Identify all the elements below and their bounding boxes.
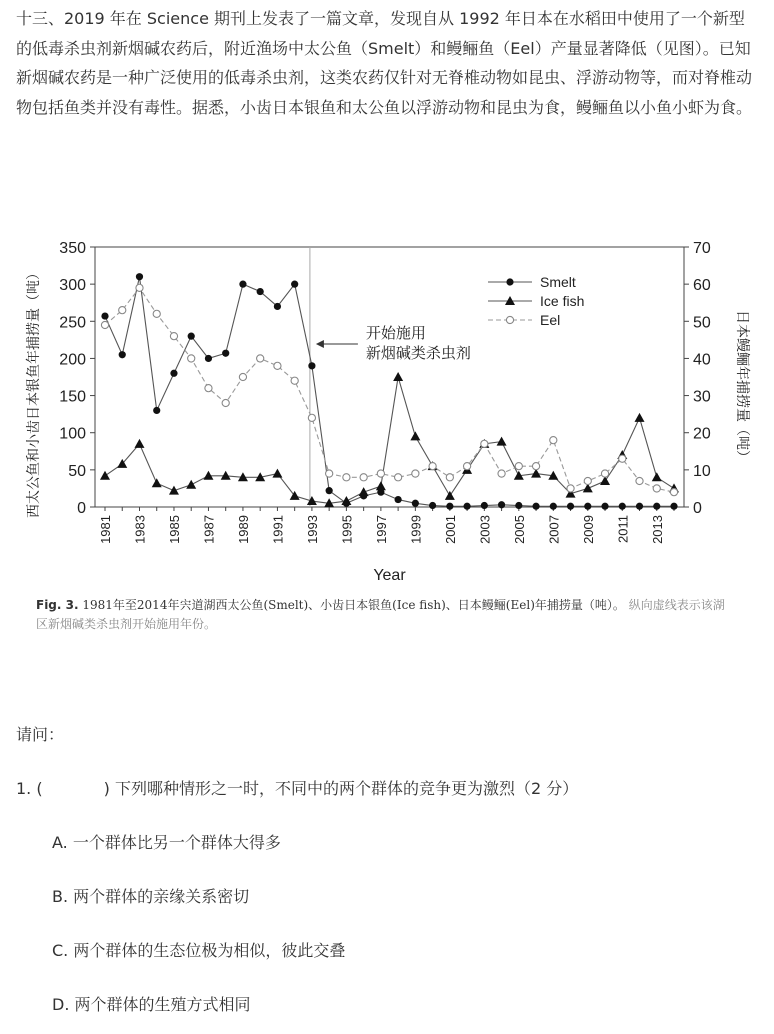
x-tick-label: 2011 [615, 515, 631, 543]
eel-point [653, 485, 660, 492]
legend-eel-label: Eel [540, 312, 561, 328]
option-c[interactable] [52, 938, 345, 961]
eel-point [584, 477, 591, 484]
eel-point [619, 455, 626, 462]
ice-fish-point [497, 437, 507, 446]
ice-fish-point [100, 471, 110, 480]
x-tick-label: 1981 [98, 515, 113, 544]
smelt-point [584, 503, 591, 510]
eel-point [153, 310, 160, 317]
eel-point [567, 485, 574, 492]
smelt-point [498, 501, 505, 508]
option-b-label: B. [52, 887, 69, 906]
x-axis-label: Year [373, 567, 406, 584]
option-d-label: D. [52, 995, 70, 1014]
x-tick-label: 1997 [373, 515, 389, 544]
figure-caption [36, 596, 736, 634]
eel-point [360, 474, 367, 481]
smelt-point [205, 355, 212, 362]
eel-point [101, 321, 108, 328]
smelt-point [515, 502, 522, 509]
eel-point [291, 377, 298, 384]
eel-point [532, 463, 539, 470]
eel-point [308, 414, 315, 421]
x-tick-label: 2009 [580, 515, 596, 544]
option-a-text: 一个群体比另一个群体大得多 [72, 833, 281, 852]
smelt-point [532, 503, 539, 510]
eel-point [550, 437, 557, 444]
x-tick-label: 2013 [649, 515, 665, 544]
eel-point [377, 470, 384, 477]
option-b-text: 两个群体的亲缘关系密切 [73, 887, 250, 906]
eel-point [274, 362, 281, 369]
option-a-label: A. [52, 833, 68, 852]
x-tick-label: 1991 [270, 515, 286, 544]
option-c-text: 两个群体的生态位极为相似，彼此交叠 [73, 941, 346, 960]
ask-label: 请问： [16, 725, 65, 744]
eel-point [205, 385, 212, 392]
smelt-point [550, 503, 557, 510]
eel-point [395, 474, 402, 481]
ice-fish-point [169, 486, 179, 495]
legend-eel-point [506, 316, 513, 323]
smelt-point [291, 281, 298, 288]
eel-point [429, 463, 436, 470]
x-tick-label: 2001 [442, 515, 458, 544]
smelt-point [153, 407, 160, 414]
y-right-tick-label: 40 [693, 351, 711, 369]
smelt-point [653, 503, 660, 510]
eel-point [601, 470, 608, 477]
smelt-point [136, 273, 143, 280]
x-tick-label: 1999 [408, 515, 424, 544]
x-tick-label: 1987 [201, 515, 217, 544]
ice-fish-point [652, 472, 662, 481]
smelt-point [463, 503, 470, 510]
smelt-point [395, 496, 402, 503]
y-left-tick-label: 150 [59, 388, 86, 406]
caption-text: 1981年至2014年宍道湖西太公鱼(Smelt)、小齿日本银鱼(Ice fish)、日本鳗鲡(Eel)年捕捞量（吨）。 [82, 598, 625, 612]
smelt-point [429, 502, 436, 509]
ice-fish-point [445, 491, 455, 500]
legend-smelt-point [506, 278, 513, 285]
eel-point [188, 355, 195, 362]
eel-point [412, 470, 419, 477]
smelt-point [670, 503, 677, 510]
ice-fish-point [134, 439, 144, 448]
smelt-point [239, 281, 246, 288]
smelt-point [567, 503, 574, 510]
caption-label: Fig. 3. [36, 598, 79, 612]
ice-fish-point [152, 478, 162, 487]
ice-fish-point [186, 480, 196, 489]
eel-point [446, 474, 453, 481]
smelt-point [119, 351, 126, 358]
y-left-tick-label: 200 [59, 351, 86, 369]
x-tick-label: 2003 [477, 515, 493, 544]
eel-point [670, 489, 677, 496]
x-tick-label: 2007 [546, 515, 562, 544]
y-right-tick-label: 10 [693, 462, 711, 480]
y-right-tick-label: 30 [693, 388, 711, 406]
eel-line [105, 288, 674, 492]
eel-point [119, 307, 126, 314]
eel-point [343, 474, 350, 481]
smelt-point [101, 312, 108, 319]
ice-fish-point [635, 413, 645, 422]
y-right-tick-label: 0 [693, 500, 702, 517]
y-left-tick-label: 0 [77, 500, 86, 517]
y-left-tick-label: 300 [59, 277, 86, 295]
y-right-tick-label: 20 [693, 425, 711, 443]
y-left-tick-label: 350 [59, 240, 86, 257]
y-left-tick-label: 250 [59, 314, 86, 332]
caption-note: 纵向虚线表示该湖区新烟碱类杀虫剂开始施用年份。 [36, 598, 725, 631]
ice-fish-point [272, 469, 282, 478]
x-tick-label: 1983 [132, 515, 148, 544]
smelt-point [601, 503, 608, 510]
eel-point [636, 477, 643, 484]
question-intro: 十三、2019 年在 Science 期刊上发表了一篇文章，发现自从 1992 年日本在水稻田中使用了一个新型的低毒杀虫剂新烟碱农药后，附近渔场中太公鱼（Smelt）和鳗鲡鱼（Eel）产量显著降低（见图）。已知新烟碱农药是一种广泛使用的低毒杀虫剂，这类农药仅针对无脊椎动物如昆虫、浮游动物等，而对脊椎动物包括鱼类并没有毒性。据悉，小齿日本银鱼和太公鱼以浮游动物和昆虫为食，鳗鲡鱼以小鱼小虾为食。 [16, 9, 753, 117]
y-left-tick-label: 50 [68, 462, 86, 480]
eel-point [481, 440, 488, 447]
x-tick-label: 2005 [511, 515, 527, 544]
x-tick-label: 1989 [235, 515, 251, 544]
ice-fish-point [410, 431, 420, 440]
x-tick-label: 1995 [339, 515, 355, 544]
smelt-point [257, 288, 264, 295]
eel-point [463, 463, 470, 470]
annotation-arrowhead [316, 340, 324, 348]
annotation-text-1: 开始施用 [365, 325, 426, 342]
smelt-point [326, 487, 333, 494]
smelt-point [636, 503, 643, 510]
y-right-tick-label: 60 [693, 277, 711, 295]
option-b[interactable] [52, 884, 249, 907]
eel-point [326, 470, 333, 477]
eel-point [136, 284, 143, 291]
option-c-label: C. [52, 941, 69, 960]
y-right-tick-label: 50 [693, 314, 711, 332]
x-tick-label: 1985 [166, 515, 182, 544]
eel-point [222, 399, 229, 406]
smelt-point [222, 350, 229, 357]
smelt-point [412, 500, 419, 507]
smelt-point [481, 502, 488, 509]
y-left-tick-label: 100 [59, 425, 86, 443]
option-d[interactable] [52, 992, 251, 1015]
catch-chart [0, 232, 774, 594]
eel-point [239, 373, 246, 380]
y-right-tick-label: 70 [693, 240, 711, 257]
eel-point [170, 333, 177, 340]
option-a[interactable] [52, 830, 281, 853]
ice-fish-point [359, 487, 369, 496]
question-1: 1. ( ) 下列哪种情形之一时，不同中的两个群体的竞争更为激烈（2 分） [16, 779, 579, 798]
smelt-point [274, 303, 281, 310]
ice-fish-point [376, 481, 386, 490]
smelt-point [446, 503, 453, 510]
x-tick-label: 1993 [304, 515, 320, 544]
annotation-text-2: 新烟碱类杀虫剂 [365, 345, 471, 362]
option-d-text: 两个群体的生殖方式相同 [74, 995, 251, 1014]
smelt-point [188, 333, 195, 340]
legend-smelt-label: Smelt [540, 274, 576, 290]
ice-fish-point [393, 372, 403, 381]
y-left-axis-label: 西太公鱼和小齿日本银鱼年捕捞量（吨） [25, 266, 41, 518]
eel-point [257, 355, 264, 362]
smelt-line [105, 277, 674, 507]
plot-frame [95, 247, 684, 507]
smelt-point [308, 362, 315, 369]
eel-point [498, 470, 505, 477]
smelt-point [619, 503, 626, 510]
legend-ice-fish-label: Ice fish [540, 293, 585, 309]
eel-point [515, 463, 522, 470]
y-right-axis-label: 日本鳗鲡年捕捞量（吨） [735, 310, 751, 464]
smelt-point [170, 370, 177, 377]
